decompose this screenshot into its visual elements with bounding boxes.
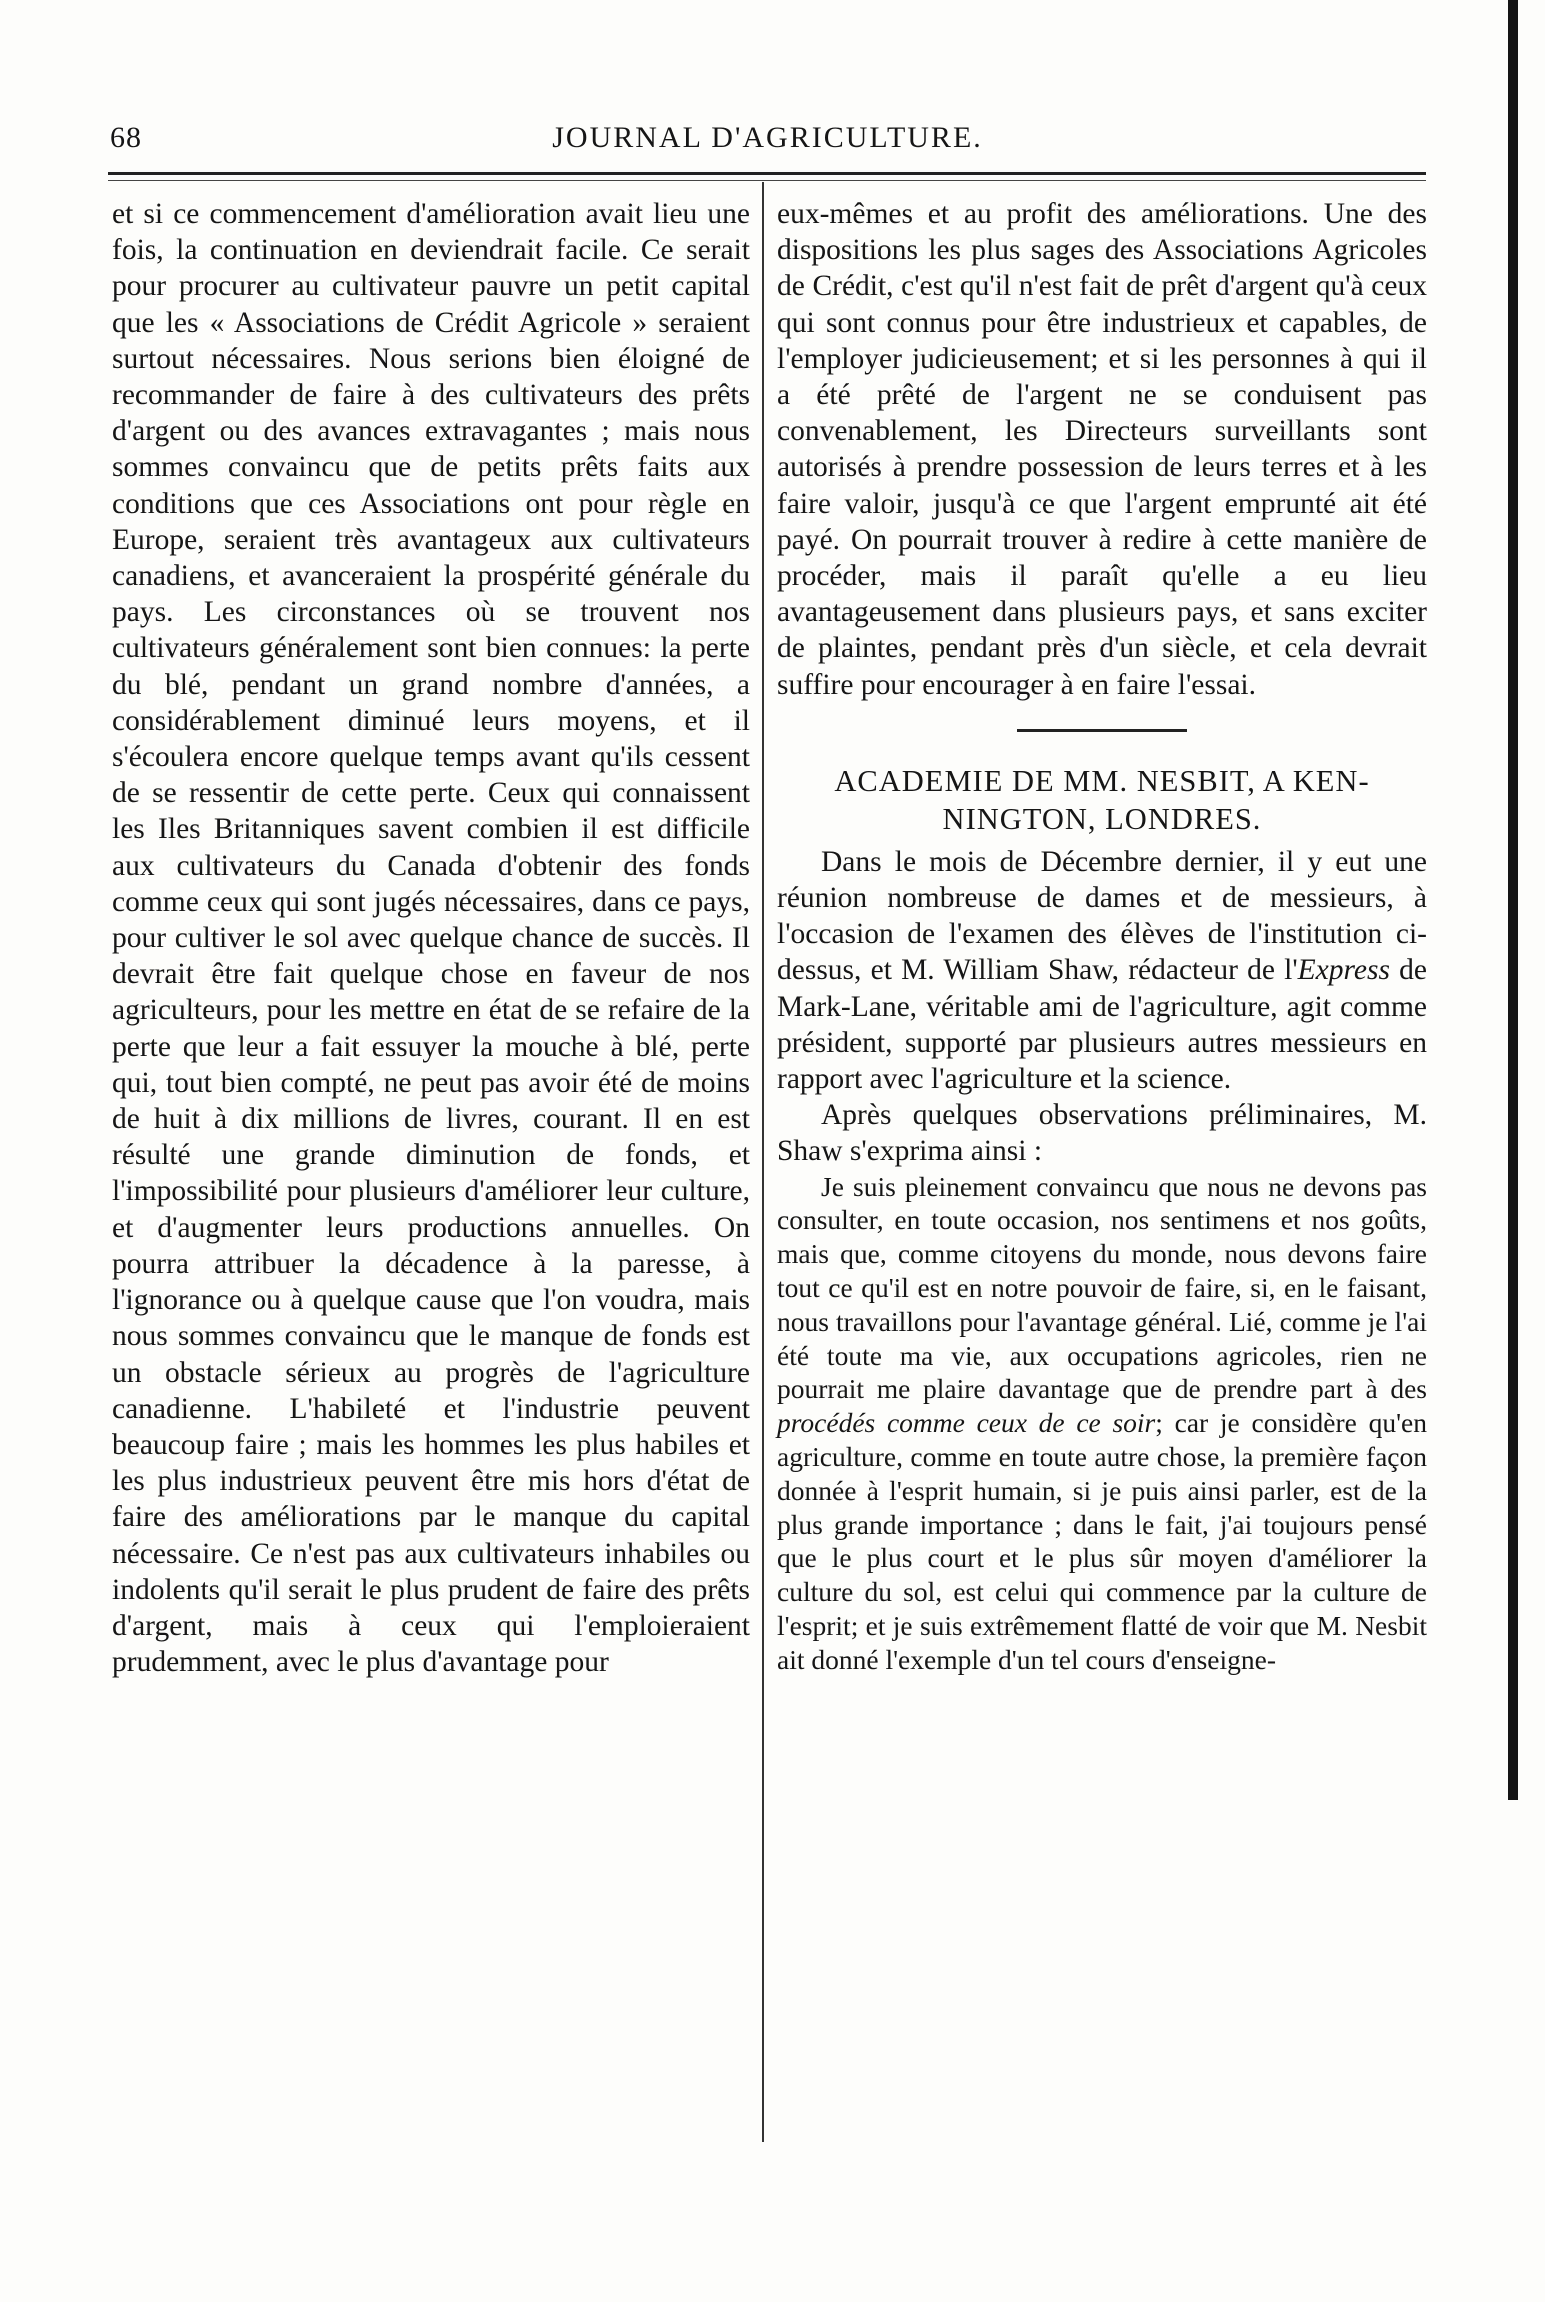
header-rule bbox=[108, 172, 1426, 181]
speech-italic: procédés comme ceux de ce soir bbox=[777, 1407, 1156, 1439]
report-text-end: de Mark-Lane, véritable ami de l'agriculture, agit comme président, supporté par plusieurs autres messieurs en rapport avec l'agriculture et la science. bbox=[777, 954, 1427, 1096]
speech-text-start: Je suis pleinement convaincu que nous ne devons pas consulter, en toute occasion, nos sentimens et nos goûts, mais que, comme citoyens du monde, nous devons faire tout ce qu'il est en notre pouvoir de faire, si, en le faisant, nous travaillons pour l'avantage général. Lié, comme je l'ai été toute ma vie, aux occupations agricoles, rien ne pourrait me plaire davantage que de prendre part à des bbox=[777, 1170, 1427, 1405]
scan-edge-bar bbox=[1508, 0, 1518, 1800]
right-column bbox=[777, 196, 1427, 1677]
report-text-start: Dans le mois de Décembre dernier, il y eut une réunion nombreuse de dames et de messieurs, à l'occasion de l'examen des élèves de l'institution ci-dessus, et M. William Shaw, rédacteur de l' bbox=[777, 845, 1427, 987]
speech-text-end: ; car je considère qu'en agriculture, comme en toute autre chose, la première façon donnée à l'esprit humain, si je puis ainsi parler, est de la plus grande importance ; dans le fait, j'ai toujours pensé que le plus court et le plus sûr moyen d'améliorer la culture du sol, est celui qui commence par la culture de l'esprit; et je suis extrêmement flatté de voir que M. Nesbit ait donné l'exemple d'un tel cours d'enseigne- bbox=[777, 1407, 1427, 1675]
speech-paragraph bbox=[777, 1170, 1427, 1677]
section-title-line-1: ACADEMIE DE MM. NESBIT, A KEN- bbox=[834, 763, 1370, 798]
running-title: JOURNAL D'AGRICULTURE. bbox=[552, 121, 983, 154]
section-title bbox=[777, 762, 1427, 838]
page-header bbox=[110, 118, 1425, 170]
column-divider bbox=[762, 182, 764, 2142]
page-number: 68 bbox=[110, 121, 142, 154]
left-column bbox=[112, 196, 750, 1680]
section-rule bbox=[1017, 729, 1187, 732]
section-title-line-2: NINGTON, LONDRES. bbox=[942, 801, 1262, 836]
right-paragraph-continued: eux-mêmes et au profit des améliorations. Une des dispositions les plus sages des Associations Agricoles de Crédit, c'est qu'il n'est fait de prêt d'argent qu'à ceux qui sont connus pour être industrieux et capables, de l'employer judicieusement; et si les personnes à qui il a été prêté de l'argent ne se conduisent pas convenablement, les Directeurs surveillants sont autorisés à prendre possession de leurs terres et à les faire valoir, jusqu'à ce que l'argent emprunté ait été payé. On pourrait trouver à redire à cette manière de procéder, mais il paraît qu'elle a eu lieu avantageusement dans plusieurs pays, et sans exciter de plaintes, pendant près d'un siècle, et cela devrait suffire pour encourager à en faire l'essai. bbox=[777, 198, 1427, 701]
report-paragraph bbox=[777, 844, 1427, 1097]
intro-paragraph: Après quelques observations préliminaires, M. Shaw s'exprima ainsi : bbox=[777, 1099, 1427, 1168]
left-paragraph: et si ce commencement d'amélioration avait lieu une fois, la continuation en deviendrait facile. Ce serait pour procurer au cultivateur pauvre un petit capital que les « Associations de Crédit Agricole » seraient surtout nécessaires. Nous serions bien éloigné de recommander de faire à des cultivateurs des prêts d'argent ou des avances extravagantes ; mais nous sommes convaincu que de petits prêts faits aux conditions que ces Associations ont pour règle en Europe, seraient très avantageux aux cultivateurs canadiens, et avanceraient la prospérité générale du pays. Les circonstances où se trouvent nos cultivateurs généralement sont bien connues: la perte du blé, pendant un grand nombre d'années, a considérablement diminué leurs moyens, et il s'écoulera encore quelque temps avant qu'ils cessent de se ressentir de cette perte. Ceux qui connaissent les Iles Britanniques savent combien il est difficile aux cultivateurs du Canada d'obtenir des fonds comme ceux qui sont jugés nécessaires, dans ce pays, pour cultiver le sol avec quelque chance de succès. Il devrait être fait quelque chose en faveur de nos agriculteurs, pour les mettre en état de se refaire de la perte que leur a fait essuyer la mouche à blé, perte qui, tout bien compté, ne peut pas avoir été de moins de huit à dix millions de livres, courant. Il en est résulté une grande diminution de fonds, et l'impossibilité pour plusieurs d'améliorer leur culture, et d'augmenter leurs productions annuelles. On pourra attribuer la décadence à la paresse, à l'ignorance ou à quelque cause que l'on voudra, mais nous sommes convaincu que le manque de fonds est un obstacle sérieux au progrès de l'agriculture canadienne. L'habileté et l'industrie peuvent beaucoup faire ; mais les hommes les plus habiles et les plus industrieux peuvent être mis hors d'état de faire des améliorations par le manque du capital nécessaire. Ce n'est pas aux cultivateurs inhabiles ou indolents qu'il serait le plus prudent de faire des prêts d'argent, mais à ceux qui l'emploieraient prudemment, avec le plus d'avantage pour bbox=[112, 198, 750, 1679]
express-title: Express bbox=[1297, 954, 1390, 987]
